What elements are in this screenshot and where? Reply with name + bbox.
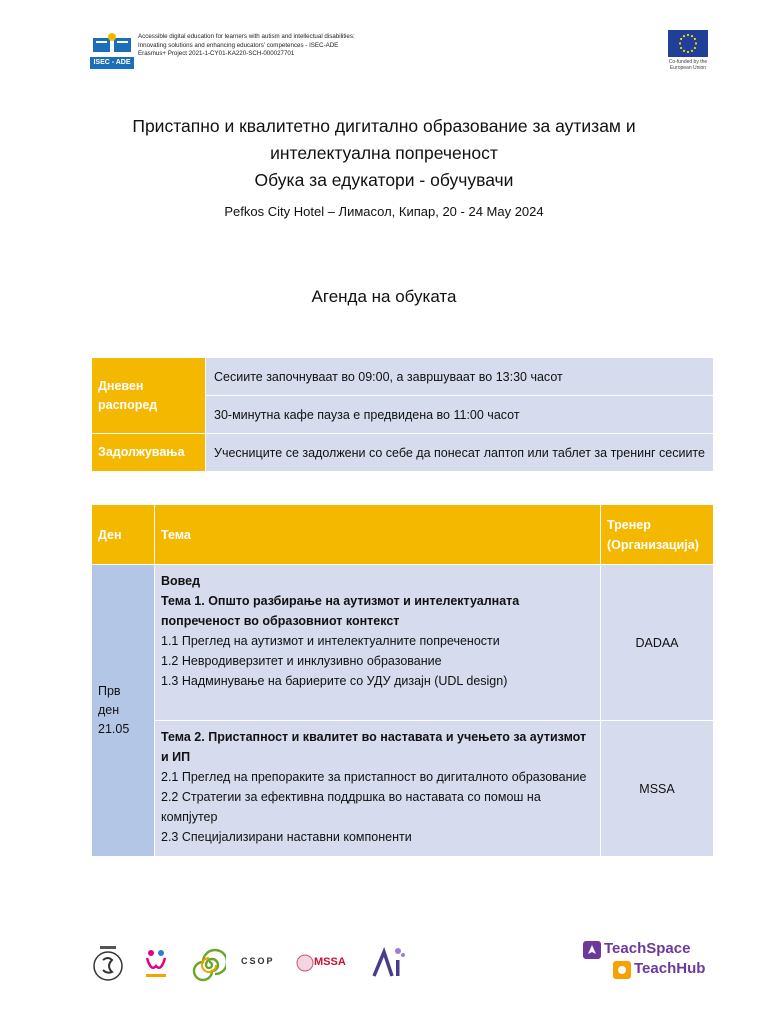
agenda-row-topic-2 [92,721,714,857]
spiral-logo-icon [192,948,226,982]
topic-2-item-1: 2.1 Преглед на препораките за пристапност во дигиталното образование [161,770,587,784]
kepecol-logo-icon [92,944,124,982]
intro-label: Вовед [161,574,201,588]
people-group-logo-icon [144,946,168,980]
topic-2-title: Тема 2. Пристапност и квалитет во наставата и учењето за аутизмот и ИП [161,730,587,764]
isec-ade-logo-label: ISEC - ADE [90,57,134,69]
project-line-3: Erasmus+ Project 2021-1-CY01-KA220-SCH-000027701 [138,50,295,58]
daily-schedule-label: Дневен распоред [92,358,206,434]
teachspace-logo: TeachSpace [604,940,691,957]
eu-caption: Co-funded by the European Union [668,59,708,71]
puzzle-icon [613,961,631,979]
agenda-table [91,504,714,857]
daily-schedule-line-2: 30-минутна кафе пауза е предвидена во 11:00 часот [206,396,714,434]
topic-2-organization: MSSA [601,721,714,857]
agenda-heading: Агенда на обуката [311,287,457,306]
header-trainer-line-1: Тренер [607,517,651,532]
mssa-logo: MSSA [314,956,346,968]
agenda-header-row [92,505,714,565]
teachhub-logo: TeachHub [634,960,706,977]
mssa-emblem-icon [296,954,314,972]
schedule-row-daily-1 [92,358,714,396]
topic-1-cell [155,565,601,721]
rocket-icon [583,941,601,959]
topic-1-organization: DADAA [601,565,714,721]
schedule-row-duties [92,434,714,472]
header-day: Ден [92,505,155,565]
header-trainer-line-2: (Организација) [607,537,699,552]
title-line-1: Пристапно и квалитетно дигитално образование за аутизам и [132,116,636,136]
project-line-2: Innovating solutions and enhancing educators’ competences - ISEC-ADE [138,41,339,49]
agenda-row-topic-1 [92,565,714,721]
document-title [60,113,708,194]
daily-schedule-line-1: Сесиите започнуваат во 09:00, а завршуваат во 13:30 часот [206,358,714,396]
header-topic: Тема [155,505,601,565]
isec-ade-logo [90,28,134,72]
day-line-3: 21.05 [98,722,130,736]
eu-flag-icon [668,30,708,57]
csop-logo: CSOP [241,956,275,966]
project-description [138,33,438,59]
topic-1-item-1: 1.1 Преглед на аутизмот и интелектуалните попречености [161,634,500,648]
header-trainer [601,505,714,565]
topic-2-cell [155,721,601,857]
book-reader-icon [93,32,131,54]
venue-line: Pefkos City Hotel – Лимасол, Кипар, 20 - 24 May 2024 [224,204,544,219]
topic-1-item-3: 1.3 Надминување на бариерите со УДУ дизајн (UDL design) [161,674,508,688]
topic-1-item-2: 1.2 Невродиверзитет и инклузивно образование [161,654,442,668]
day-line-1: Прв [98,684,121,698]
autism-institute-logo-icon [370,944,406,982]
day-line-2: ден [98,703,120,717]
topic-2-item-3: 2.3 Специјализирани наставни компоненти [161,830,412,844]
duties-text: Учесниците се задолжени со себе да понесат лаптоп или таблет за тренинг сесиите [206,434,714,472]
day-cell [92,565,155,857]
topic-1-title: Тема 1. Општо разбирање на аутизмот и интелектуалната попреченост во образовниот контекст [161,594,520,628]
title-line-2: интелектуална попреченост [270,143,498,163]
duties-label: Задолжувања [92,434,206,472]
project-line-1: Accessible digital education for learners with autism and intellectual disabilities: [138,33,355,40]
topic-2-item-2: 2.2 Стратегии за ефективна поддршка во наставата со помош на компјутер [161,790,541,824]
title-line-3: Обука за едукатори - обучувачи [254,170,514,190]
schedule-table [91,357,714,472]
